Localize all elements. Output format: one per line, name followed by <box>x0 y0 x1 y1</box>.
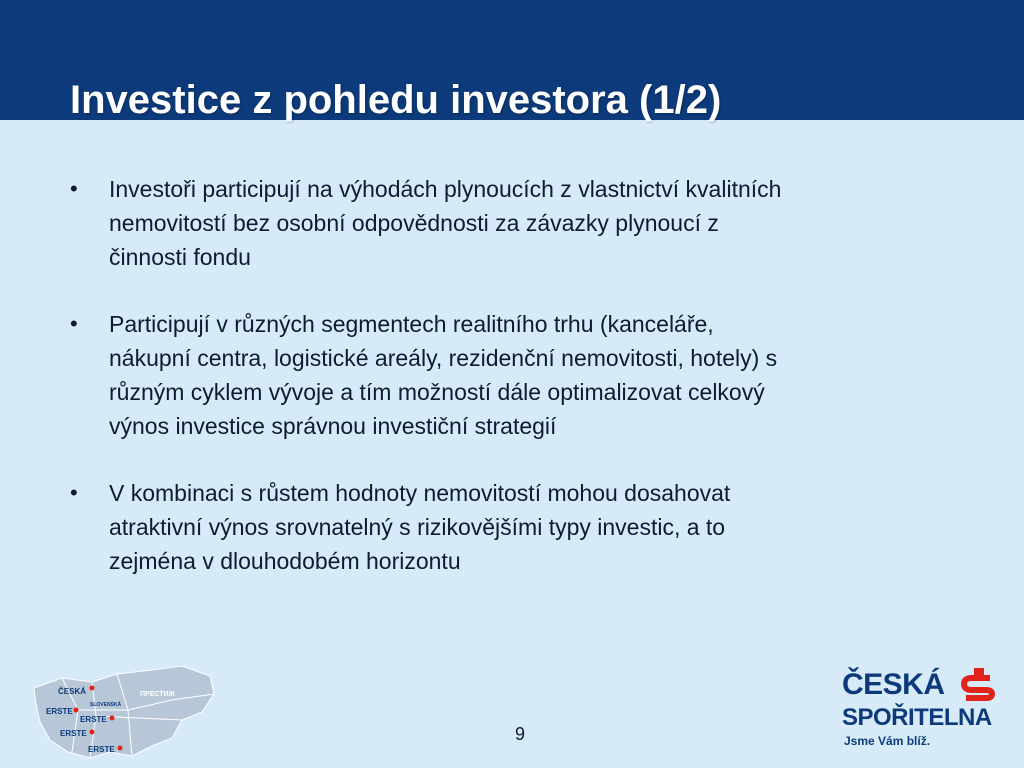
bullet-line: Participují v různých segmentech realitního trhu (kanceláře, <box>109 311 714 337</box>
map-label: ПРЕСТИЖ <box>140 691 175 698</box>
brand-name-line2: SPOŘITELNA <box>842 704 992 731</box>
bullet-item <box>70 307 970 443</box>
ceska-sporitelna-logo <box>842 664 1002 754</box>
bullet-list <box>70 172 970 611</box>
erste-group-map-logo <box>32 660 222 760</box>
bullet-item <box>70 172 970 274</box>
map-label: ERSTE <box>46 707 73 716</box>
bullet-line: různým cyklem vývoje a tím možností dále optimalizovat celkový <box>109 379 765 405</box>
map-label: ERSTE <box>80 715 107 724</box>
page-number: 9 <box>514 724 525 744</box>
map-label: ČESKÁ <box>58 687 87 696</box>
brand-name-line1: ČESKÁ <box>842 668 945 701</box>
bullet-line: Investoři participují na výhodách plynoucích z vlastnictví kvalitních <box>109 176 782 202</box>
bullet-marker: • <box>70 176 78 201</box>
bullet-item <box>70 476 970 578</box>
bullet-line: nákupní centra, logistické areály, rezidenční nemovitosti, hotely) s <box>109 345 778 371</box>
brand-tagline: Jsme Vám blíž. <box>844 734 931 748</box>
map-label: ERSTE <box>60 729 87 738</box>
bullet-line: činnosti fondu <box>109 244 251 270</box>
bullet-line: zejména v dlouhodobém horizontu <box>109 548 461 574</box>
bullet-marker: • <box>70 480 78 505</box>
brand-s-icon <box>960 668 998 704</box>
map-label: SLOVENSKÁ <box>90 702 122 708</box>
bullet-line: atraktivní výnos srovnatelný s rizikovějšími typy investic, a to <box>109 514 726 540</box>
bullet-marker: • <box>70 311 78 336</box>
bullet-line: V kombinaci s růstem hodnoty nemovitostí mohou dosahovat <box>109 480 731 506</box>
bullet-line: nemovitostí bez osobní odpovědnosti za závazky plynoucí z <box>109 210 719 236</box>
slide-title: Investice z pohledu investora (1/2) <box>70 78 722 122</box>
bullet-line: výnos investice správnou investiční strategií <box>109 413 557 439</box>
map-label: ERSTE <box>88 745 115 754</box>
